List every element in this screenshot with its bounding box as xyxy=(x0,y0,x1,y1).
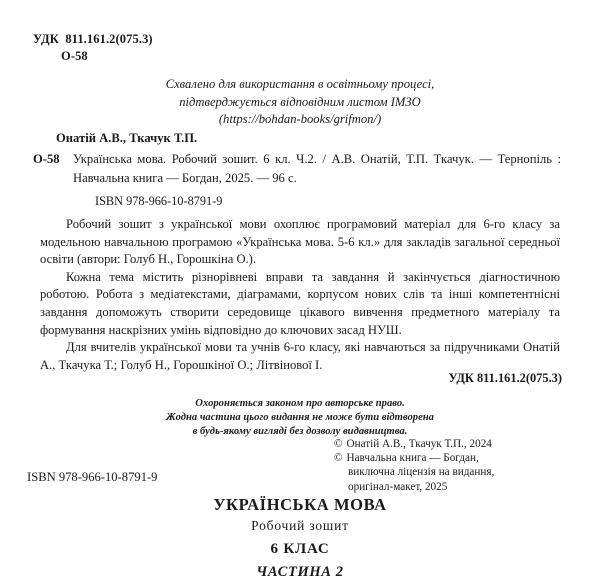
copyright-publisher-text: Навчальна книга — Богдан, xyxy=(346,452,479,465)
copyright-icon: © xyxy=(334,452,343,465)
copyright-entry-authors xyxy=(334,437,494,451)
approval-statement xyxy=(0,76,600,129)
book-part: ЧАСТИНА 2 xyxy=(256,564,344,580)
annotation-paragraph-2: Кожна тема містить різнорівневі вправи та завдання й закінчується діагностичною роботою. Робота з медіатекстами, діаграмами, корпусом нових слів та інші компетентнісні завдання допоможуть створити середовище цікавого вивчення предметного матеріалу та формування наскрізних умінь відповідно до ключових засад НУШ. xyxy=(40,269,560,337)
copyright-license-text: виключна ліцензія на видання, xyxy=(348,466,495,479)
udk-code-right: УДК 811.161.2(075.3) xyxy=(448,371,562,385)
protection-line-1: Охороняється законом про авторське право. xyxy=(195,398,405,409)
copyright-protection-notice xyxy=(0,397,600,439)
approval-url: (https://bohdan-books/grifmon/) xyxy=(218,112,382,126)
title-block xyxy=(0,494,600,583)
copyright-entry-publisher xyxy=(334,451,494,465)
book-grade: 6 КЛАС xyxy=(270,541,330,557)
approval-line-2: підтверджується відповідним листом ІМЗО xyxy=(179,94,421,109)
bibliographic-record xyxy=(33,150,561,211)
isbn-bottom: ISBN 978-966-10-8791-9 xyxy=(27,470,158,484)
annotation-body xyxy=(40,216,560,374)
protection-line-3: в будь-якому вигляді без дозволу видавництва. xyxy=(192,426,408,437)
book-title: УКРАЇНСЬКА МОВА xyxy=(213,495,387,514)
biblio-description: Українська мова. Робочий зошит. 6 кл. Ч.2. / А.В. Онатій, Т.П. Ткачук. — Тернопіль : Навчальна книга — Богдан, 2025. — 96 с. xyxy=(73,152,561,185)
biblio-marker: О-58 xyxy=(33,152,60,166)
copyright-layout-text: оригінал-макет, 2025 xyxy=(348,480,448,493)
biblio-isbn: ISBN 978-966-10-8791-9 xyxy=(95,194,223,208)
authors-line: Онатій А.В., Ткачук Т.П. xyxy=(56,131,198,145)
book-subtitle: Робочий зошит xyxy=(251,518,349,533)
udk-header xyxy=(33,31,153,65)
protection-line-2: Жодна частина цього видання не може бути відтворена xyxy=(166,412,434,423)
author-sign: О-58 xyxy=(61,49,88,63)
copyright-authors-text: Онатій А.В., Ткачук Т.П., 2024 xyxy=(346,438,492,450)
biblio-row xyxy=(33,150,561,187)
copyright-holders xyxy=(334,437,494,494)
copyright-icon: © xyxy=(334,438,343,450)
udk-code: УДК 811.161.2(075.3) xyxy=(33,32,153,46)
approval-line-1: Схвалено для використання в освітньому процесі, xyxy=(165,77,435,91)
annotation-paragraph-1: Робочий зошит з української мови охоплює програмовий матеріал для 6-го класу за модельною навчальною програмою «Українська мова. 5-6 кл.» для закладів загальної середньої освіти (автори: Голуб Н., Горошкіна О.). xyxy=(40,217,560,267)
annotation-paragraph-3: Для вчителів української мови та учнів 6-го класу, які навчаються за підручниками Онатій А., Ткачука Т.; Голуб Н., Горошкіної О.; Літвінової І. xyxy=(40,340,560,372)
